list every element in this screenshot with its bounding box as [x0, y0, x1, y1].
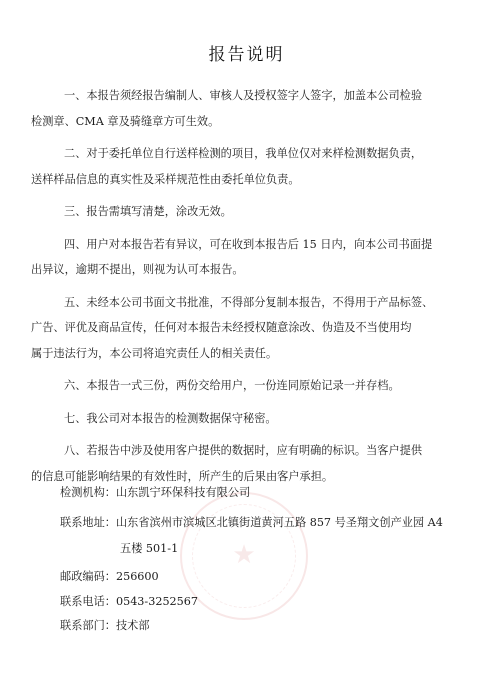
clause-line: 四、用户对本报告若有异议，可在收到本报告后 15 日内，向本公司书面提 [64, 237, 433, 251]
clause-line: 属于违法行为，本公司将追究责任人的相关责任。 [31, 346, 278, 360]
org-label: 检测机构： [60, 486, 116, 499]
faded-seal-stamp [180, 492, 308, 620]
clause-paragraph [31, 199, 493, 225]
clause-line: 检测章、CMA 章及骑缝章方可生效。 [31, 114, 220, 128]
address-label: 联系地址： [60, 516, 116, 529]
contact-row-dept [60, 617, 150, 633]
dept-value: 技术部 [115, 619, 150, 632]
org-value: 山东凯宁环保科技有限公司 [115, 486, 251, 499]
clause-paragraph [31, 290, 493, 367]
phone-value: 0543-3252567 [115, 595, 199, 608]
dept-label: 联系部门： [60, 619, 116, 632]
clause-paragraph [31, 438, 493, 489]
clause-line: 五、未经本公司书面文书批准，不得部分复制本报告，不得用于产品标签、 [64, 295, 434, 309]
clause-paragraph [31, 141, 493, 192]
contact-row-address-cont [120, 540, 178, 556]
clause-line: 二、对于委托单位自行送样检测的项目，我单位仅对来样检测数据负责， [64, 147, 423, 160]
contact-row-org [60, 484, 250, 500]
clause-line: 的信息可能影响结果的有效性时，所产生的后果由客户承担。 [31, 469, 334, 483]
contact-row-phone [60, 593, 198, 609]
clause-paragraph [31, 373, 493, 399]
clause-line: 一、本报告须经报告编制人、审核人及授权签字人签字，加盖本公司检验 [64, 89, 423, 102]
address-value-continued: 五楼 501-1 [120, 542, 179, 555]
clause-line: 七、我公司对本报告的检测数据保守秘密。 [64, 411, 277, 425]
clause-paragraph [31, 83, 493, 134]
clause-line: 三、报告需填写清楚，涂改无效。 [64, 205, 232, 218]
clause-line: 广告、评优及商品宣传，任何对本报告未经授权随意涂改、伪造及不当使用均 [31, 321, 412, 334]
phone-label: 联系电话： [60, 595, 116, 608]
clause-paragraph [31, 406, 493, 432]
contact-row-zip [60, 568, 159, 584]
page-title: 报告说明 [208, 45, 285, 65]
clause-line: 出异议，逾期不提出，则视为认可本报告。 [31, 263, 244, 276]
zip-value: 256600 [115, 570, 159, 583]
contact-row-address [60, 514, 443, 530]
zip-label: 邮政编码： [60, 570, 116, 583]
clause-line: 送样样品信息的真实性及采样规范性由委托单位负责。 [31, 172, 300, 186]
clause-list [31, 83, 493, 496]
seal-star-icon: ★ [232, 540, 256, 570]
clause-line: 六、本报告一式三份，两份交给用户，一份连同原始记录一并存档。 [64, 379, 400, 392]
clause-paragraph [31, 232, 493, 283]
clause-line: 八、若报告中涉及使用客户提供的数据时，应有明确的标识。当客户提供 [64, 444, 423, 457]
address-value: 山东省滨州市滨城区北镇街道黄河五路 857 号圣翔文创产业园 A4 [115, 516, 443, 529]
